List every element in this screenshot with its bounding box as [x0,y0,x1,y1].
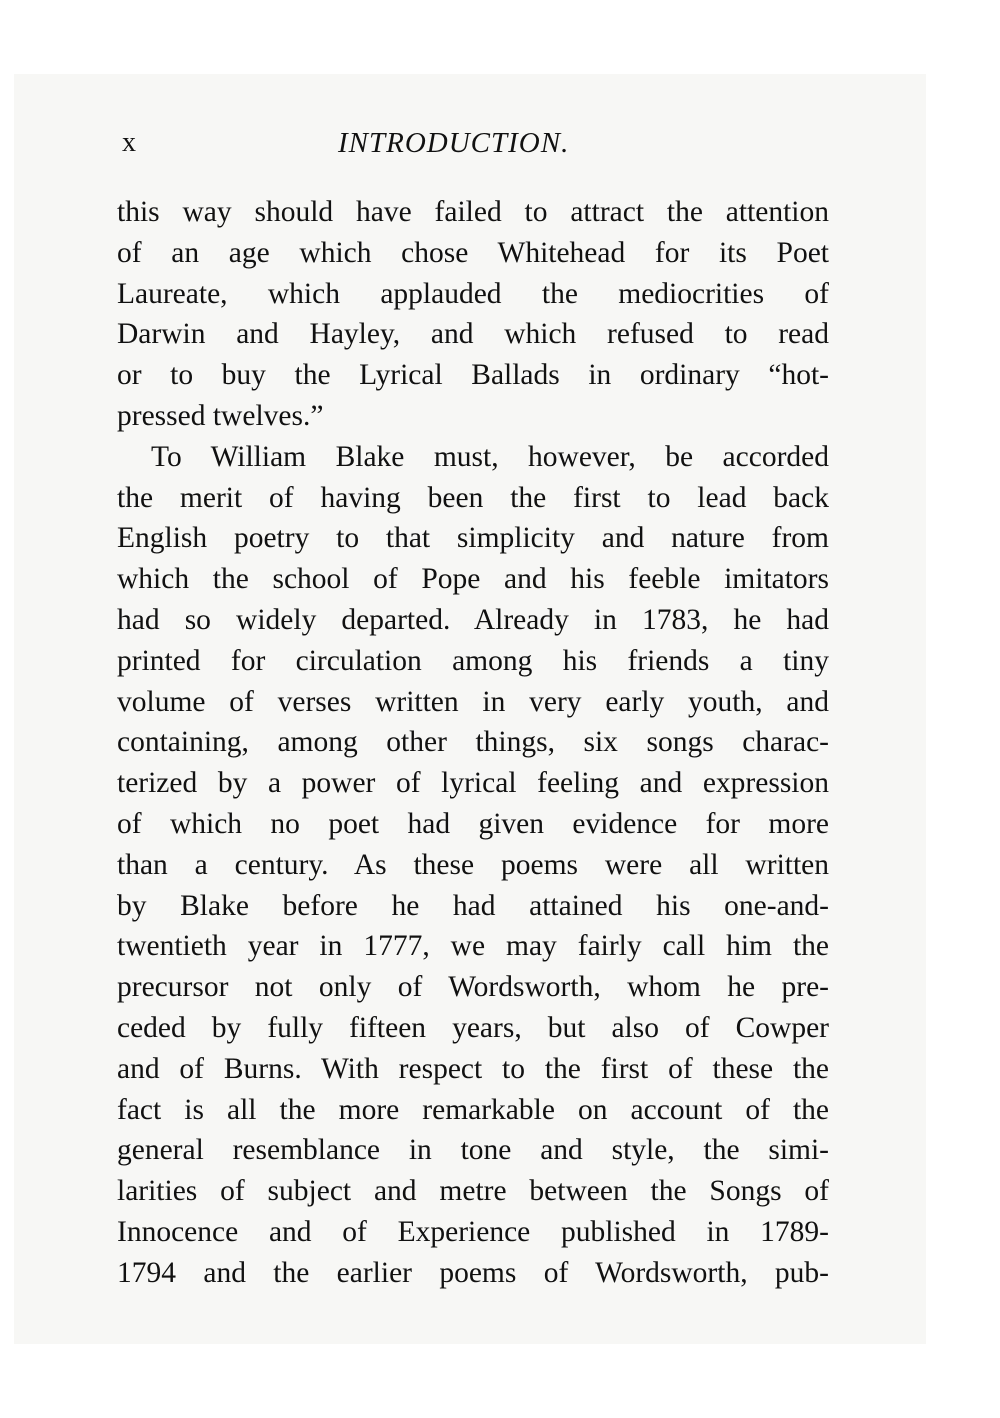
text-line: printed for circulation among his friends a tiny [117,644,829,677]
text-line: this way should have failed to attract the attention [117,196,829,228]
text-line: the merit of having been the first to lead back [117,481,829,514]
text-line: and of Burns. With respect to the first of these the [117,1052,829,1085]
text-line: of which no poet had given evidence for more [117,807,829,840]
text-line: than a century. As these poems were all written [117,848,829,881]
text-line: which the school of Pope and his feeble imitators [117,563,829,596]
text-line: by Blake before he had attained his one-and- [117,889,829,922]
text-line: general resemblance in tone and style, the simi- [117,1134,829,1167]
text-line: had so widely departed. Already in 1783, he had [117,603,829,636]
text-line: fact is all the more remarkable on account of the [117,1093,829,1126]
text-line: To William Blake must, however, be accorded [151,440,829,473]
running-head [122,122,832,164]
text-line: terized by a power of lyrical feeling and expression [117,767,829,800]
text-line: precursor not only of Wordsworth, whom he pre- [117,971,829,1004]
text-line: Laureate, which applauded the mediocrities of [117,277,829,310]
text-line: twentieth year in 1777, we may fairly call him the [117,930,829,963]
text-line: Innocence and of Experience published in 1789- [117,1215,829,1248]
text-line: ceded by fully fifteen years, but also of Cowper [117,1011,829,1044]
text-line: containing, among other things, six songs charac- [117,726,829,759]
text-line: English poetry to that simplicity and nature from [117,522,829,555]
text-line: pressed twelves.” [117,399,324,432]
text-line: or to buy the Lyrical Ballads in ordinary “hot- [117,359,829,392]
page-number: x [122,127,136,158]
text-line: of an age which chose Whitehead for its Poet [117,236,829,269]
text-line: larities of subject and metre between the Songs of [117,1175,829,1208]
text-line: 1794 and the earlier poems of Wordsworth, pub- [117,1256,829,1289]
text-line: volume of verses written in very early youth, and [117,685,829,718]
text-line: Darwin and Hayley, and which refused to read [117,318,829,351]
running-title: INTRODUCTION. [338,127,570,159]
body-text [117,192,829,1294]
